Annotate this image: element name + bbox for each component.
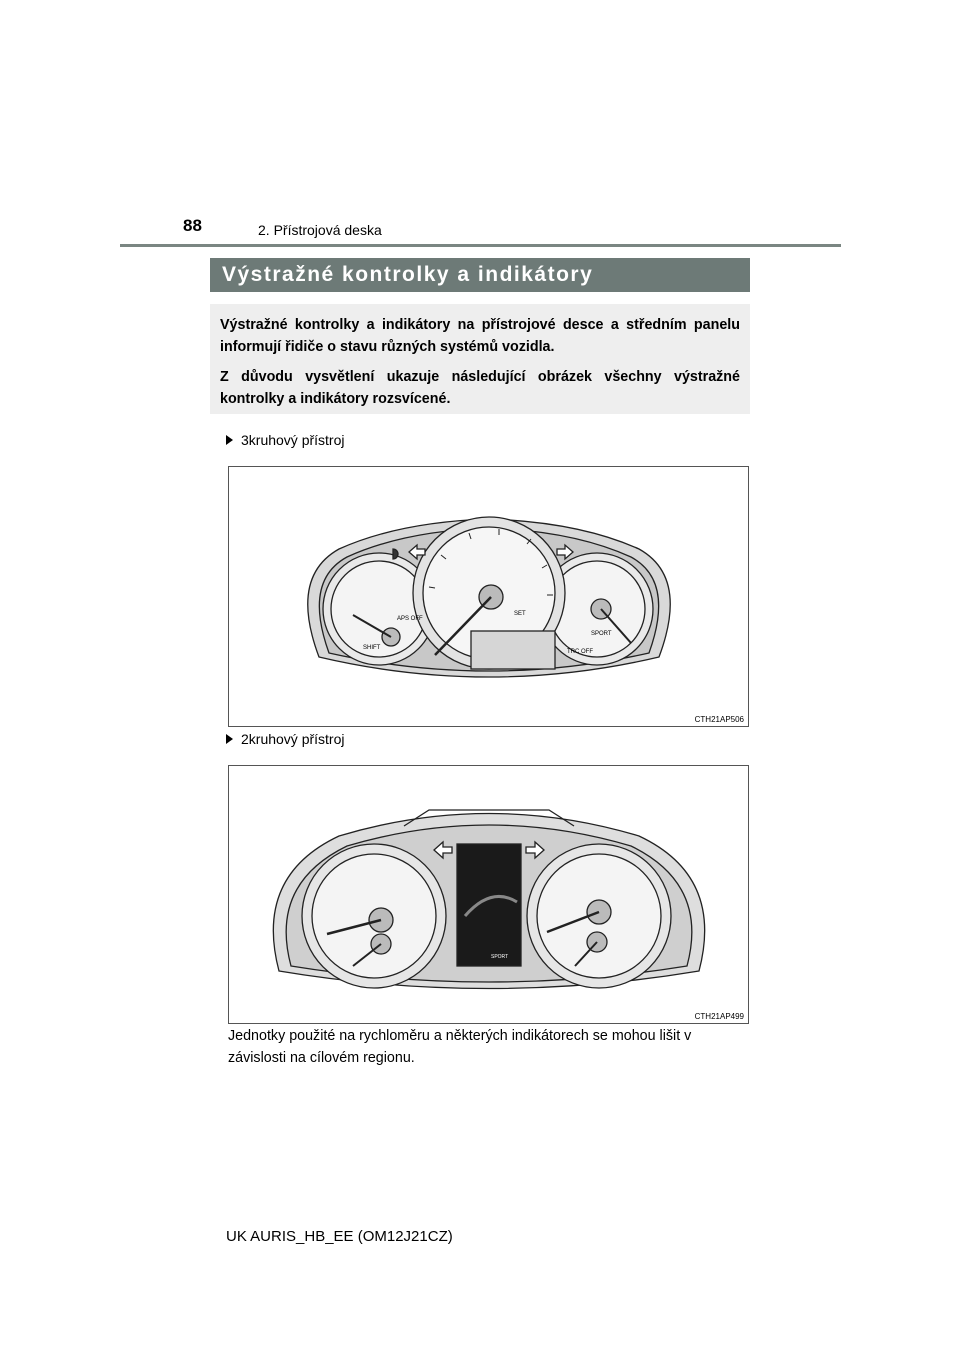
triangle-bullet-icon	[226, 435, 233, 445]
shift-label: SHIFT	[363, 645, 381, 651]
subhead-2-dial	[226, 731, 344, 747]
multi-information-display	[457, 844, 521, 966]
center-display	[471, 631, 555, 669]
sport-label: SPORT	[591, 631, 612, 637]
figure-2-dial-cluster	[228, 765, 749, 1024]
intro-paragraph-2: Z důvodu vysvětlení ukazuje následující obrázek všechny výstražné kontrolky a indikátory rozsvícené.	[220, 369, 740, 407]
two-dial-cluster-illustration	[229, 766, 750, 1025]
intro-paragraph-1: Výstražné kontrolky a indikátory na přístrojové desce a středním panelu informují řidiče o stavu různých systémů vozidla.	[220, 317, 740, 355]
three-dial-cluster-illustration	[229, 467, 750, 728]
subhead-3-dial	[226, 432, 344, 448]
subhead-3-dial-label: 3kruhový přístroj	[241, 432, 345, 448]
headlight-indicator-icon	[393, 549, 398, 559]
figure-code-2: CTH21AP499	[694, 1012, 744, 1021]
header-divider	[120, 244, 841, 247]
page-heading: Výstražné kontrolky a indikátory	[210, 258, 750, 292]
figure-3-dial-cluster	[228, 466, 749, 727]
intro-box	[210, 304, 750, 414]
section-title: 2. Přístrojová deska	[258, 222, 382, 238]
trc-off-label: TRC OFF	[567, 649, 593, 655]
left-dial-face	[331, 561, 427, 657]
triangle-bullet-icon	[226, 734, 233, 744]
region-note: Jednotky použité na rychloměru a některých indikátorech se mohou lišit v závislosti na cílovém regionu.	[228, 1028, 692, 1066]
footer-document-id: UK AURIS_HB_EE (OM12J21CZ)	[226, 1228, 453, 1245]
set-label: SET	[514, 611, 526, 617]
sport-label: SPORT	[491, 954, 509, 960]
subhead-2-dial-label: 2kruhový přístroj	[241, 731, 345, 747]
figure-code-1: CTH21AP506	[694, 715, 744, 724]
aps-off-label: APS OFF	[397, 616, 423, 622]
page-number: 88	[183, 216, 202, 235]
